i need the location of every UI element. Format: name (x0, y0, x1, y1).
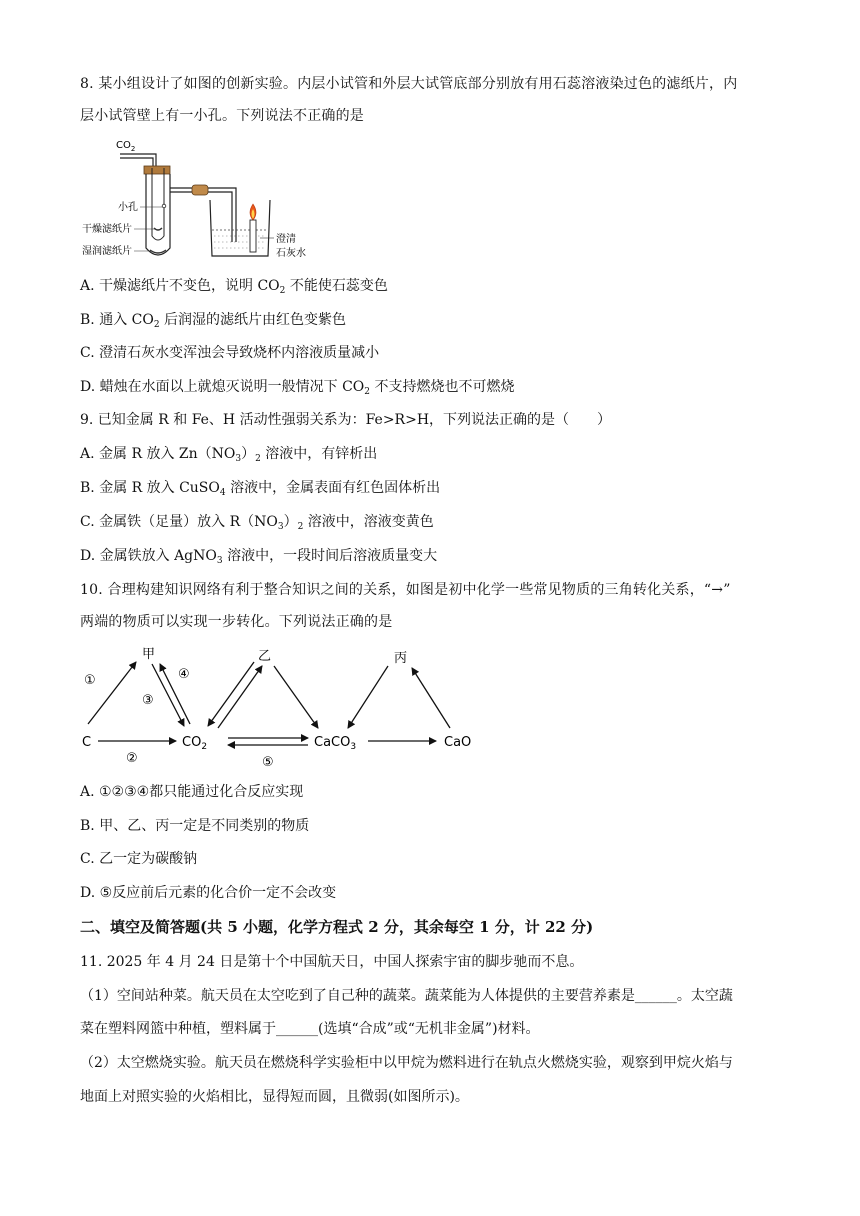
q10-cao: CaO (444, 735, 472, 750)
q8-option-d: D. 蜡烛在水面以上就熄灭说明一般情况下 $CO_2$ 不支持燃烧也不可燃烧 (80, 379, 515, 397)
q10-option-b: B. 甲、乙、丙一定是不同类别的物质 (80, 818, 310, 834)
q8-hole (162, 204, 166, 208)
q11-part2-line1: （2）太空燃烧实验。航天员在燃烧科学实验柜中以甲烷为燃料进行在轨点火燃烧实验，观察到甲烷火焰与 (80, 1055, 733, 1071)
q9-option-b: B. 金属 R 放入 CuSO$_4$ 溶液中，金属表面有红色固体析出 (80, 480, 441, 498)
q10-yi: 乙 (258, 649, 272, 664)
q11-part1-line1: （1）空间站种菜。航天员在太空吃到了自己种的蔬菜。蔬菜能为人体提供的主要营养素是______。太空蔬 (80, 988, 733, 1004)
q9-option-d: D. 金属铁放入 AgNO$_3$ 溶液中，一段时间后溶液质量变大 (80, 548, 438, 566)
section2-heading: 二、填空及简答题(共 5 小题，化学方程式 2 分，其余每空 1 分，计 22 分) (80, 918, 594, 936)
q8-option-c: C. 澄清石灰水变浑浊会导致烧杯内溶液质量减小 (80, 345, 380, 361)
q8-dry-label: 干燥滤纸片 (82, 224, 132, 235)
q10-arrow-yi-co2 (208, 662, 254, 726)
q8-apparatus-svg (78, 138, 338, 262)
q10-caco3: CaCO$_3$ (314, 735, 357, 752)
q10-c: C (82, 735, 92, 750)
q10-arrow-cao-bing (412, 668, 450, 728)
q11-part2-line2: 地面上对照实验的火焰相比，显得短而圆，且微弱(如图所示)。 (80, 1089, 469, 1105)
q8-stem-line1: 8. 某小组设计了如图的创新实验。内层小试管和外层大试管底部分别放有用石蕊溶液染过色的滤纸片，内 (80, 76, 738, 92)
q8-outlet-tube (170, 188, 236, 242)
q9-option-c: C. 金属铁（足量）放入 $R(NO_3)_2$ 溶液中，溶液变黄色 (80, 514, 434, 532)
q10-arrow-1 (88, 662, 136, 724)
q8-option-a: A. 干燥滤纸片不变色，说明 $CO_2$ 不能使石蕊变色 (80, 278, 388, 296)
q10-label-2: ② (126, 751, 138, 766)
q10-label-4: ④ (178, 667, 190, 682)
q10-option-a: A. ①②③④都只能通过化合反应实现 (80, 784, 304, 800)
q10-triangle-svg (78, 644, 478, 774)
q10-label-3: ③ (142, 693, 154, 708)
q8-wet-label: 湿润滤纸片 (82, 246, 132, 257)
q10-arrow-yi-caco3 (274, 666, 318, 728)
q10-option-c: C. 乙一定为碳酸钠 (80, 851, 198, 867)
q10-stem-line2: 两端的物质可以实现一步转化。下列说法正确的是 (80, 614, 393, 630)
q11-part1-line2: 菜在塑料网篮中种植，塑料属于______(选填“合成”或“无机非金属”)材料。 (80, 1021, 540, 1037)
q10-stem-line1: 10. 合理构建知识网络有利于整合知识之间的关系，如图是初中化学一些常见物质的三角转化关系，“→” (80, 582, 731, 598)
q8-limewater-label1: 澄清 (276, 234, 296, 245)
q10-label-1: ① (84, 673, 96, 688)
q8-co2-label: $CO_2$ (116, 140, 136, 153)
q8-stem-line2: 层小试管壁上有一小孔。下列说法不正确的是 (80, 108, 364, 124)
q10-triangle-figure (78, 644, 478, 774)
q10-arrow-bing-caco3 (348, 666, 388, 728)
q8-wet-paper (150, 250, 166, 253)
q10-bing: 丙 (394, 651, 408, 666)
q10-option-d: D. ⑤反应前后元素的化合价一定不会改变 (80, 885, 337, 901)
q10-arrow-co2-yi (218, 666, 262, 728)
q8-outer-tube (146, 174, 170, 255)
q8-limewater-label2: 石灰水 (276, 248, 306, 259)
q10-label-5: ⑤ (262, 755, 274, 770)
q8-stopper (144, 166, 170, 174)
q8-apparatus-figure (78, 138, 338, 262)
q8-clip (192, 185, 208, 195)
q9-option-a: A. 金属 R 放入 $Zn(NO_3)_2$ 溶液中，有锌析出 (80, 446, 378, 464)
q8-beaker (210, 200, 270, 256)
q8-hole-label: 小孔 (118, 202, 138, 213)
q8-candle (250, 220, 256, 252)
q11-stem: 11. 2025 年 4 月 24 日是第十个中国航天日，中国人探索宇宙的脚步驰而不息。 (80, 954, 584, 970)
q9-stem: 9. 已知金属 R 和 Fe、H 活动性强弱关系为：Fe>R>H，下列说法正确的是（ ） (80, 412, 612, 428)
q10-jia: 甲 (142, 647, 156, 662)
q10-co2: $CO_2$ (182, 735, 208, 752)
q8-option-b: B. 通入 $CO_2$ 后润湿的滤纸片由红色变紫色 (80, 312, 347, 330)
